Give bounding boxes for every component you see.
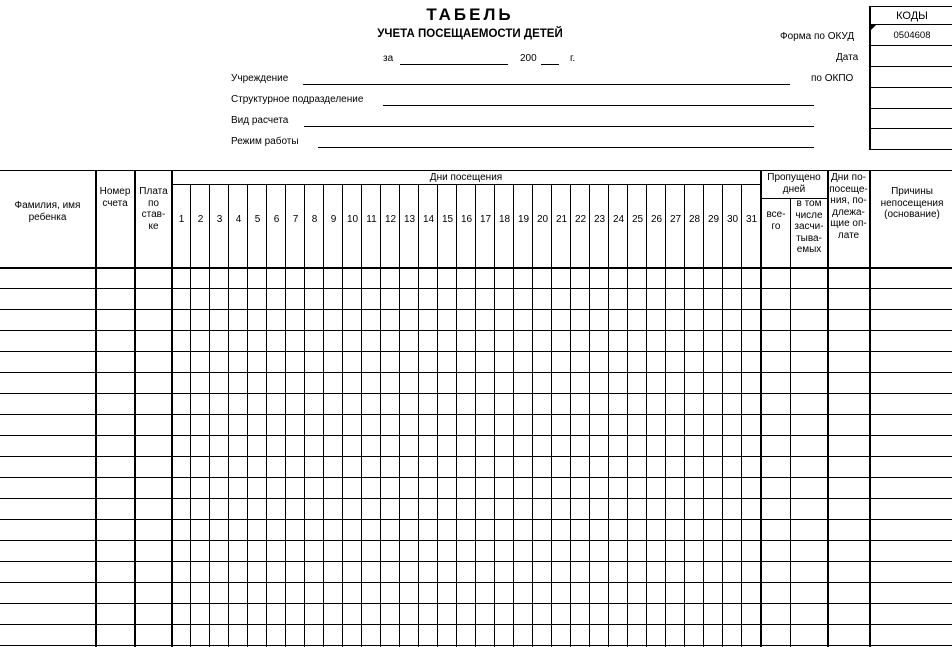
codes-box (869, 6, 952, 150)
calc-type-label: Вид расчета (231, 115, 289, 126)
missed-counted-header: в том числе засчи- тыва- емых (794, 198, 824, 255)
table-row-line (0, 645, 952, 646)
okud-value: 0504608 (893, 30, 931, 41)
table-row-line (0, 456, 952, 457)
day-column-line (418, 184, 419, 647)
day-column-line (551, 184, 552, 647)
table-row-line (0, 519, 952, 520)
day-column-line (494, 184, 495, 647)
table-row-line (0, 498, 952, 499)
day-header: 28 (688, 214, 701, 225)
day-column-line (589, 184, 590, 647)
day-column-line (703, 184, 704, 647)
day-column-line (304, 184, 305, 647)
reasons-header: Причины непосещения (основание) (880, 186, 944, 220)
day-header: 29 (707, 214, 720, 225)
day-header: 2 (197, 214, 204, 225)
day-column-line (228, 184, 229, 647)
days-header-divider (172, 184, 760, 185)
day-header: 22 (574, 214, 587, 225)
day-header: 7 (292, 214, 299, 225)
day-header: 31 (745, 214, 758, 225)
day-column-line (209, 184, 210, 647)
day-header: 3 (216, 214, 223, 225)
column-border-bold (134, 170, 136, 647)
day-header: 1 (178, 214, 185, 225)
day-header: 15 (441, 214, 454, 225)
day-column-line (247, 184, 248, 647)
okpo-label: по ОКПО (811, 73, 854, 84)
codes-header: КОДЫ (896, 10, 928, 22)
day-column-line (380, 184, 381, 647)
table-row-line (0, 582, 952, 583)
day-column-line (684, 184, 685, 647)
subdivision-label: Структурное подразделение (231, 94, 364, 105)
day-header: 14 (422, 214, 435, 225)
day-header: 23 (593, 214, 606, 225)
table-row-line (0, 393, 952, 394)
day-column-line (399, 184, 400, 647)
day-header: 24 (612, 214, 625, 225)
missed-subcolumn-line (790, 198, 791, 647)
date-code-cell[interactable] (871, 46, 952, 66)
period-prefix: за (383, 53, 394, 64)
day-header: 30 (726, 214, 739, 225)
work-mode-label: Режим работы (231, 136, 299, 147)
day-header: 6 (273, 214, 280, 225)
day-column-line (513, 184, 514, 647)
corner-mark-icon (871, 25, 876, 30)
day-header: 4 (235, 214, 242, 225)
year-input-line[interactable] (541, 64, 559, 65)
day-header: 27 (669, 214, 682, 225)
work-mode-input-line[interactable] (318, 147, 814, 148)
calc-type-input-line[interactable] (304, 126, 814, 127)
day-column-line (190, 184, 191, 647)
column-border-bold (827, 170, 829, 647)
day-column-line (475, 184, 476, 647)
date-label: Дата (836, 52, 859, 63)
day-header: 26 (650, 214, 663, 225)
table-row-line (0, 309, 952, 310)
day-header: 12 (384, 214, 397, 225)
col-account-header: Номер счета (99, 186, 131, 209)
table-row-line (0, 435, 952, 436)
day-column-line (456, 184, 457, 647)
column-border-bold (171, 170, 173, 647)
day-header: 5 (254, 214, 261, 225)
day-column-line (665, 184, 666, 647)
day-header: 10 (346, 214, 359, 225)
day-column-line (570, 184, 571, 647)
table-row-line (0, 477, 952, 478)
day-header: 21 (555, 214, 568, 225)
day-column-line (608, 184, 609, 647)
day-column-line (627, 184, 628, 647)
table-row-line (0, 288, 952, 289)
day-header: 9 (330, 214, 337, 225)
table-row-line (0, 351, 952, 352)
day-header: 17 (479, 214, 492, 225)
day-header: 25 (631, 214, 644, 225)
column-border-bold (869, 170, 871, 647)
day-header: 18 (498, 214, 511, 225)
payable-days-header: Дни по- посеще- ния, по- длежа- щие оп- лате (829, 172, 868, 241)
day-column-line (342, 184, 343, 647)
day-header: 11 (366, 214, 377, 225)
day-header: 8 (311, 214, 318, 225)
missed-header: Пропущено дней (767, 172, 821, 195)
year-prefix: 200 (520, 53, 537, 64)
institution-input-line[interactable] (303, 84, 790, 85)
day-column-line (646, 184, 647, 647)
missed-header-divider (761, 198, 827, 199)
days-header: Дни посещения (429, 172, 503, 183)
header-bottom-border (0, 267, 952, 269)
day-column-line (361, 184, 362, 647)
day-column-line (532, 184, 533, 647)
day-column-line (437, 184, 438, 647)
table-top-border (0, 170, 952, 171)
institution-label: Учреждение (231, 73, 289, 84)
col-rate-header: Плата по став- ке (139, 186, 168, 232)
day-header: 19 (517, 214, 530, 225)
okpo-code-cell[interactable] (871, 67, 952, 87)
day-column-line (285, 184, 286, 647)
period-input-line[interactable] (400, 64, 508, 65)
day-column-line (323, 184, 324, 647)
table-row-line (0, 603, 952, 604)
form-subtitle: УЧЕТА ПОСЕЩАЕМОСТИ ДЕТЕЙ (377, 28, 563, 40)
column-border-bold (760, 170, 762, 647)
table-row-line (0, 372, 952, 373)
table-row-line (0, 561, 952, 562)
missed-total-header: все- го (766, 209, 786, 232)
subdivision-input-line[interactable] (383, 105, 814, 106)
form-title: ТАБЕЛЬ (426, 5, 514, 24)
column-border-bold (95, 170, 97, 647)
day-column-line (266, 184, 267, 647)
col-name-header: Фамилия, имя ребенка (14, 200, 81, 223)
table-row-line (0, 330, 952, 331)
okud-label: Форма по ОКУД (780, 31, 855, 42)
year-suffix: г. (570, 53, 576, 64)
table-row-line (0, 540, 952, 541)
table-row-line (0, 624, 952, 625)
day-column-line (741, 184, 742, 647)
table-row-line (0, 414, 952, 415)
day-column-line (722, 184, 723, 647)
day-header: 13 (403, 214, 416, 225)
day-header: 16 (460, 214, 473, 225)
day-header: 20 (536, 214, 549, 225)
